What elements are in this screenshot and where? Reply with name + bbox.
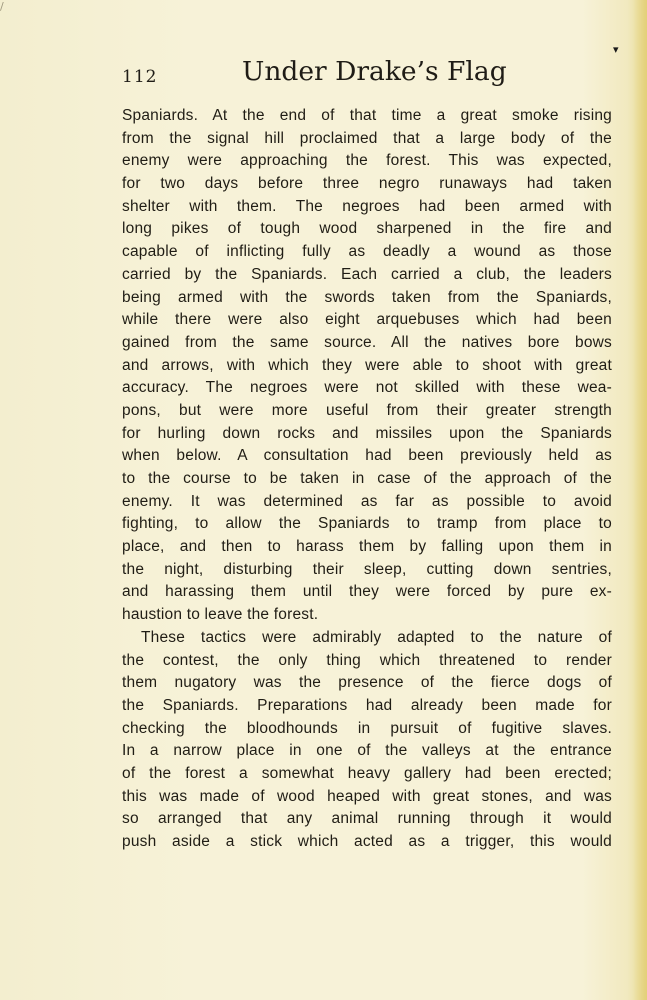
body-text — [122, 105, 612, 854]
text-line: being armed with the swords taken from the Spaniards, — [122, 288, 612, 306]
text-line: so arranged that any animal running through it would — [122, 810, 612, 828]
page-number: 112 — [122, 67, 158, 87]
text-line: accuracy. The negroes were not skilled with these wea- — [122, 379, 612, 397]
text-line: These tactics were admirably adapted to the nature of — [141, 628, 612, 646]
text-line: when below. A consultation had been previously held as — [122, 447, 612, 465]
text-line: to the course to be taken in case of the approach of the — [122, 470, 612, 487]
text-line: this was made of wood heaped with great stones, and was — [122, 787, 612, 805]
running-head — [122, 56, 507, 96]
text-line: from the signal hill proclaimed that a large body of the — [122, 129, 612, 147]
running-title: Under Drake’s Flag — [242, 56, 507, 87]
text-line: the Spaniards. Preparations had already been made for — [122, 696, 612, 714]
text-line: the night, disturbing their sleep, cutting down sentries, — [122, 560, 612, 578]
text-line: and harassing them until they were forced by pure ex- — [122, 583, 612, 601]
text-line: of the forest a somewhat heavy gallery had been erected; — [122, 764, 612, 782]
text-line: checking the bloodhounds in pursuit of fugitive slaves. — [122, 719, 612, 737]
text-line: while there were also eight arquebuses which had been — [122, 311, 612, 329]
corner-mark: / — [0, 0, 4, 13]
text-line: place, and then to harass them by falling upon them in — [122, 538, 612, 556]
text-line: haustion to leave the forest. — [122, 606, 319, 624]
text-line: capable of inflicting fully as deadly a wound as those — [122, 243, 612, 261]
text-line: them nugatory was the presence of the fierce dogs of — [122, 674, 612, 692]
text-line: enemy were approaching the forest. This was expected, — [122, 152, 612, 170]
page-edge-shading — [633, 0, 647, 1000]
text-line: carried by the Spaniards. Each carried a club, the leaders — [122, 265, 612, 283]
text-line: fighting, to allow the Spaniards to tramp from place to — [122, 515, 612, 533]
text-line: In a narrow place in one of the valleys at the entrance — [122, 742, 612, 760]
text-line: gained from the same source. All the natives bore bows — [122, 333, 612, 351]
text-line: Spaniards. At the end of that time a great smoke rising — [122, 107, 612, 124]
text-line: push aside a stick which acted as a trigger, this would — [122, 833, 612, 850]
text-line: for hurling down rocks and missiles upon the Spaniards — [122, 424, 612, 442]
margin-mark: ▾ — [613, 43, 619, 56]
text-line: shelter with them. The negroes had been armed with — [122, 197, 612, 215]
text-line: long pikes of tough wood sharpened in the fire and — [122, 220, 612, 238]
text-line: the contest, the only thing which threatened to render — [122, 651, 612, 669]
text-line: for two days before three negro runaways had taken — [122, 175, 612, 193]
text-line: pons, but were more useful from their greater strength — [122, 401, 612, 419]
text-line: enemy. It was determined as far as possible to avoid — [122, 492, 612, 510]
text-line: and arrows, with which they were able to shoot with great — [122, 356, 612, 374]
